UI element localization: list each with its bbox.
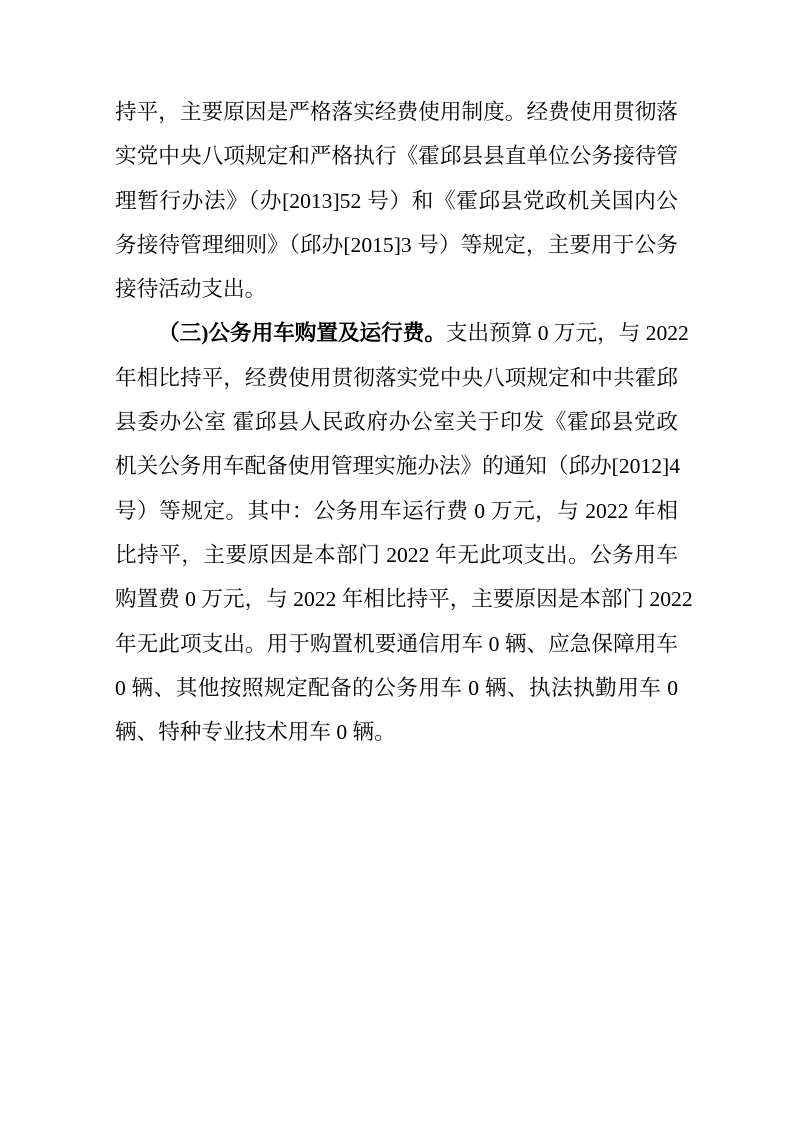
text-line [115,533,678,577]
text-run: 年无此项支出。用于购置机要通信用车 0 辆、应急保障用车 [115,631,678,656]
text-run: 持平，主要原因是严格落实经费使用制度。经费使用贯彻落 [115,100,678,124]
text-run: 号）等规定。其中：公务用车运行费 0 万元，与 2022 年相 [115,498,678,523]
text-line [115,666,678,710]
text-run: 辆、特种专业技术用车 0 辆。 [115,720,396,745]
text-line [115,489,678,533]
text-run: 实党中央八项规定和严格执行《霍邱县县直单位公务接待管 [115,144,678,169]
text-run: 购置费 0 万元，与 2022 年相比持平，主要原因是本部门 2022 [115,587,693,612]
text-line [115,356,678,400]
text-line [115,400,678,444]
text-line [115,311,689,355]
text-block [115,90,693,754]
text-line [115,622,678,666]
text-line [115,223,678,267]
text-line [115,90,678,134]
text-line [115,267,678,311]
text-run: 0 辆、其他按照规定配备的公务用车 0 辆、执法执勤用车 0 [115,675,678,700]
text-run: 年相比持平，经费使用贯彻落实党中央八项规定和中共霍邱 [115,365,678,390]
text-run: 支出预算 0 万元，与 2022 [445,321,689,346]
text-line [115,444,681,488]
text-line [115,179,678,223]
text-line [115,710,678,754]
text-run: 县委办公室 霍邱县人民政府办公室关于印发《霍邱县党政 [115,410,678,435]
text-line [115,134,678,178]
text-run: 理暂行办法》（办[2013]52 号）和《霍邱县党政机关国内公 [115,188,678,213]
paragraph [115,311,693,754]
text-line [115,577,693,621]
text-run: 务接待管理细则》（邱办[2015]3 号）等规定，主要用于公务 [115,232,678,257]
text-run: 机关公务用车配备使用管理实施办法》的通知（邱办[2012]4 [115,454,681,479]
bold-heading-run: （三)公务用车购置及运行费。 [158,321,446,346]
paragraph [115,90,678,311]
text-run: 接待活动支出。 [115,277,267,302]
text-run: 比持平，主要原因是本部门 2022 年无此项支出。公务用车 [115,542,678,567]
